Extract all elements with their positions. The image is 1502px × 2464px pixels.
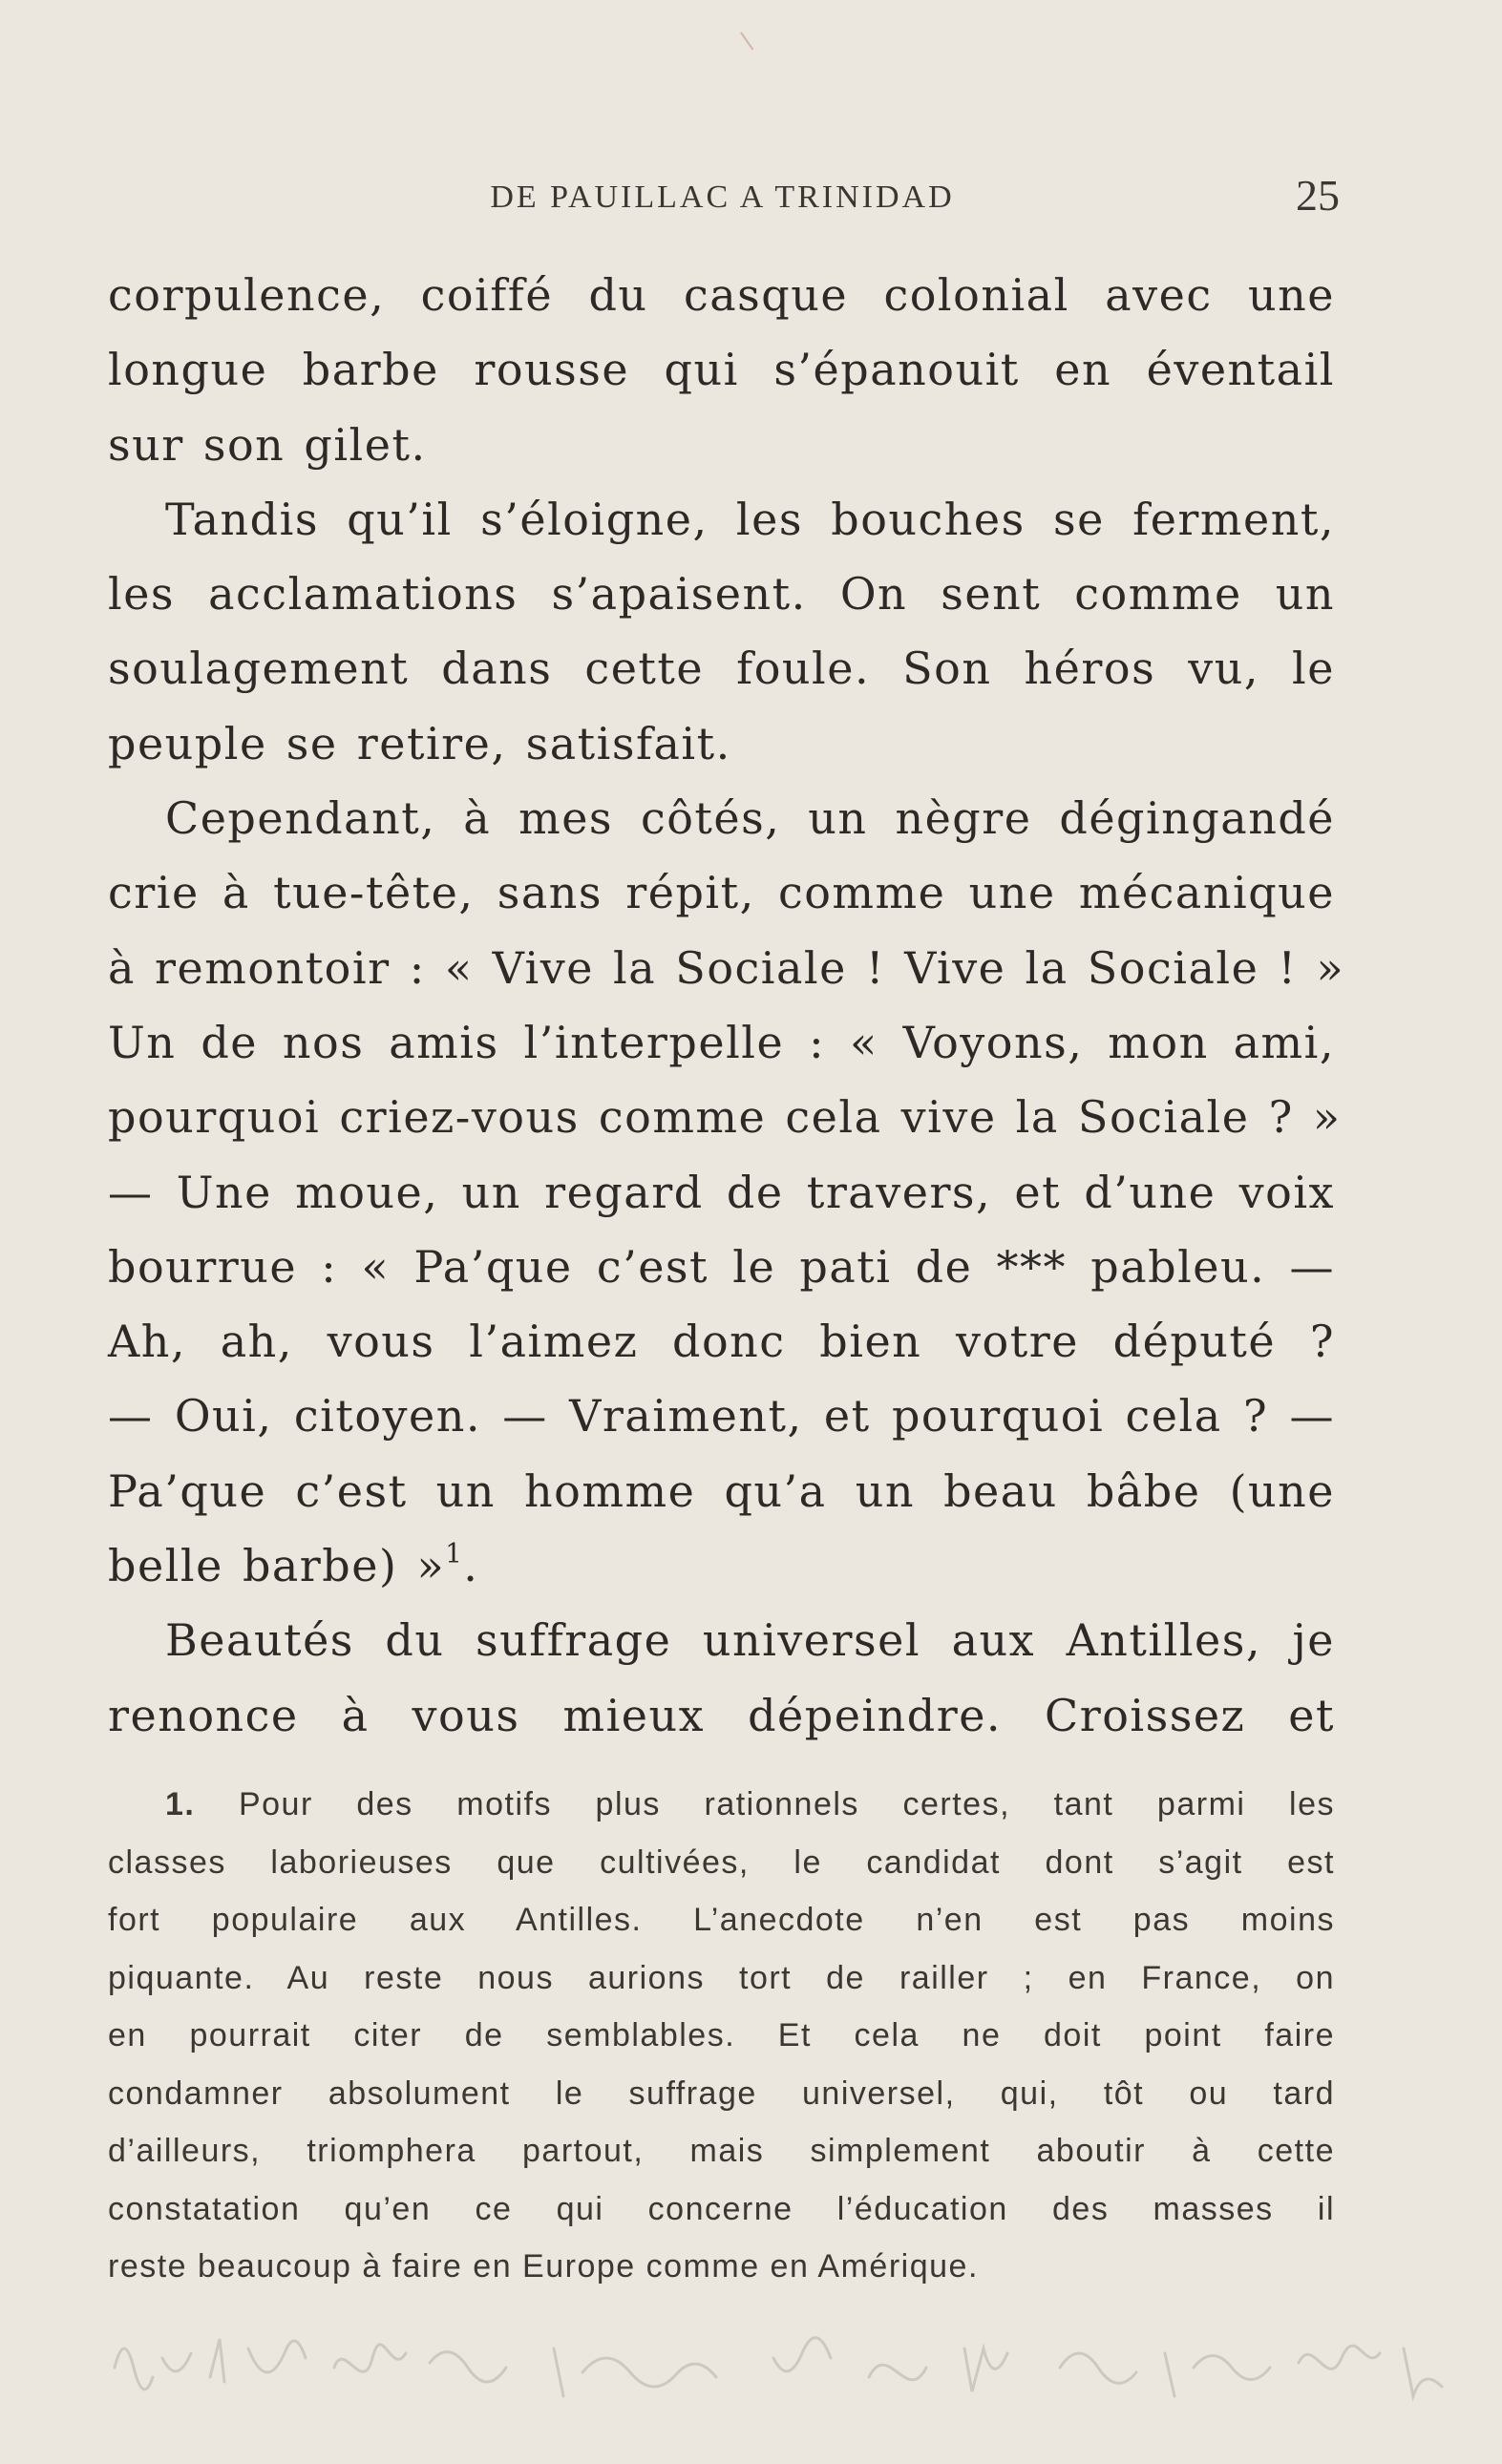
text-line: Tandis qu’il s’éloigne, les bouches se ferment, [165,493,1335,545]
footnote-line [108,1776,1335,1834]
paragraph-4 [108,1603,1335,1753]
text-line-content: belle barbe) » [108,1540,446,1592]
footnote-marker: 1. [165,1786,196,1822]
footnote-line: constatation qu’en ce qui concerne l’éducation des masses il [108,2190,1335,2227]
paragraph-1 [108,258,1335,482]
footnote-line: condamner absolument le suffrage universel, qui, tôt ou tard [108,2074,1335,2112]
footnote-line-content: Pour des motifs plus rationnels certes, tant parmi les [238,1786,1335,1822]
text-line: à remontoir : « Vive la Sociale ! Vive la Sociale ! » [108,941,1345,994]
footnote-reference: 1 [445,1537,464,1569]
page-number: 25 [1296,171,1340,220]
text-line: pourquoi criez-vous comme cela vive la Sociale ? » [108,1091,1342,1144]
footnote [108,1776,1335,2296]
paragraph-2 [108,482,1335,781]
footnote-line: reste beaucoup à faire en Europe comme en Amérique. [108,2248,979,2285]
footnote-line: d’ailleurs, triomphera partout, mais simplement aboutir à cette [108,2133,1335,2169]
running-title: DE PAUILLAC A TRINIDAD [490,179,955,215]
footnote-line: classes laborieuses que cultivées, le candidat dont s’agit est [108,1843,1335,1881]
text-line: Ah, ah, vous l’aimez donc bien votre député ? [108,1316,1335,1368]
text-line: longue barbe rousse qui s’épanouit en éventail [108,344,1335,396]
page-header [105,170,1340,227]
text-line: les acclamations s’apaisent. On sent comme un [108,568,1335,621]
text-line: bourrue : « Pa’que c’est le pati de *** pableu. — [108,1240,1335,1293]
text-line: Cependant, à mes côtés, un nègre dégingandé [165,792,1335,845]
footnote-reference-punctuation: . [463,1540,479,1592]
text-line [108,1528,1335,1603]
text-line: Pa’que c’est un homme qu’a un beau bâbe (une [108,1464,1335,1517]
text-line: Un de nos amis l’interpelle : « Voyons, mon ami, [108,1016,1335,1068]
paragraph-3 [108,781,1345,1603]
footnote-line: en pourrait citer de semblables. Et cela ne doit point faire [108,2017,1335,2053]
text-line: crie à tue-tête, sans répit, comme une mécanique [108,867,1335,919]
ink-mark [740,24,765,50]
text-line: soulagement dans cette foule. Son héros vu, le [108,642,1335,695]
text-line: renonce à vous mieux dépeindre. Croissez et [108,1689,1335,1741]
text-line: — Oui, citoyen. — Vraiment, et pourquoi cela ? — [108,1390,1335,1443]
faint-handwriting [105,2310,1461,2415]
main-text [108,258,1345,1753]
text-line: — Une moue, un regard de travers, et d’une voix [108,1166,1335,1218]
footnote-line: fort populaire aux Antilles. L’anecdote n’en est pas moins [108,1902,1335,1938]
text-line: peuple se retire, satisfait. [108,717,731,769]
text-line: Beautés du suffrage universel aux Antilles, je [165,1614,1335,1667]
text-line: corpulence, coiffé du casque colonial avec une [108,269,1335,321]
text-line: sur son gilet. [108,418,427,471]
footnote-line: piquante. Au reste nous aurions tort de railler ; en France, on [108,1959,1335,1996]
